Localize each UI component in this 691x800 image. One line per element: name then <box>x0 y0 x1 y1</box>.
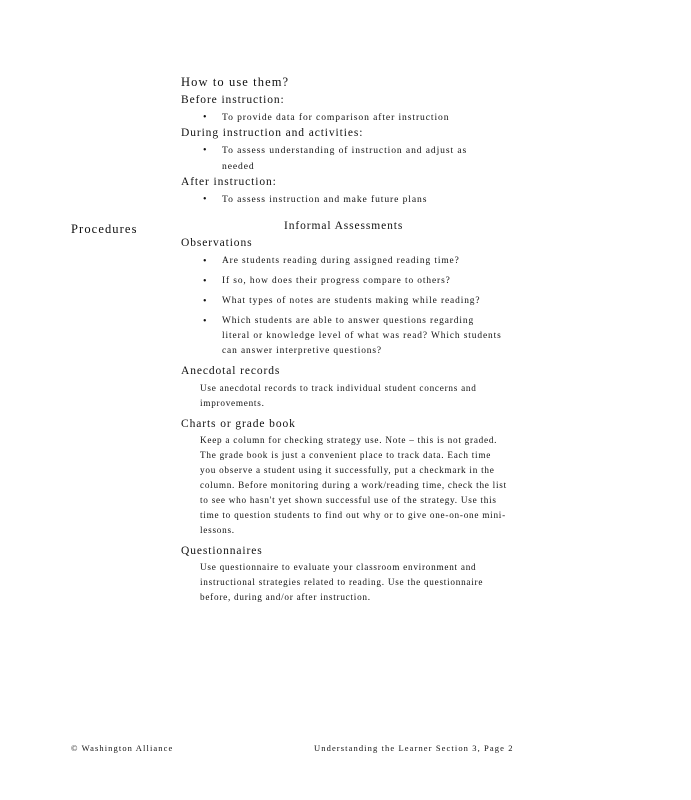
anecdotal-records-text: Use anecdotal records to track individual student concerns and improvements. <box>200 383 477 408</box>
list-item <box>203 314 503 359</box>
bullet-icon: • <box>203 145 208 156</box>
list-item-text: To assess instruction and make future plans <box>222 194 428 205</box>
after-instruction-label: After instruction: <box>181 176 277 188</box>
list-item-text: Which students are able to answer questions regarding literal or knowledge level of what was read? Which students can answer interpretive questions? <box>222 316 502 356</box>
charts-text: Keep a column for checking strategy use. Note – this is not graded. The grade book is just a convenient place to track data. Each time you observe a student using it successfully, put a checkmark in the column. Before monitoring during a work/reading time, check the list to see who hasn't yet shown successful use of the strategy. Use this time to question students to find out why or to give one-on-one mini-lessons. <box>200 435 507 535</box>
bullet-icon: • <box>203 316 208 327</box>
list-item-text: Are students reading during assigned reading time? <box>222 256 460 266</box>
list-item-text: If so, how does their progress compare to others? <box>222 276 451 286</box>
footer-page-info: Understanding the Learner Section 3, Page 2 <box>314 743 514 753</box>
list-item <box>203 143 503 175</box>
questionnaires-heading: Questionnaires <box>181 545 263 557</box>
questionnaires-text: Use questionnaire to evaluate your classroom environment and instructional strategies related to reading. Use the questionnaire before, during and/or after instruction. <box>200 562 484 602</box>
anecdotal-records-heading: Anecdotal records <box>181 365 281 377</box>
list-item-text: What types of notes are students making while reading? <box>222 296 481 306</box>
during-instruction-label: During instruction and activities: <box>181 127 364 139</box>
bullet-icon: • <box>203 256 208 267</box>
bullet-icon: • <box>203 112 208 123</box>
bullet-icon: • <box>203 194 208 205</box>
list-item <box>203 192 503 208</box>
list-item <box>203 294 503 309</box>
list-item <box>203 274 503 289</box>
observations-heading: Observations <box>181 237 253 249</box>
before-instruction-label: Before instruction: <box>181 94 285 106</box>
section-label-procedures: Procedures <box>71 222 138 236</box>
bullet-icon: • <box>203 276 208 287</box>
how-to-use-heading: How to use them? <box>181 75 290 89</box>
informal-assessments-title: Informal Assessments <box>284 220 404 232</box>
list-item <box>203 110 503 126</box>
charts-heading: Charts or grade book <box>181 418 296 430</box>
footer-copyright: © Washington Alliance <box>71 743 174 753</box>
list-item-text: To provide data for comparison after instruction <box>222 112 450 123</box>
bullet-icon: • <box>203 296 208 307</box>
list-item <box>203 254 503 269</box>
list-item-text: To assess understanding of instruction and adjust as needed <box>222 145 468 172</box>
